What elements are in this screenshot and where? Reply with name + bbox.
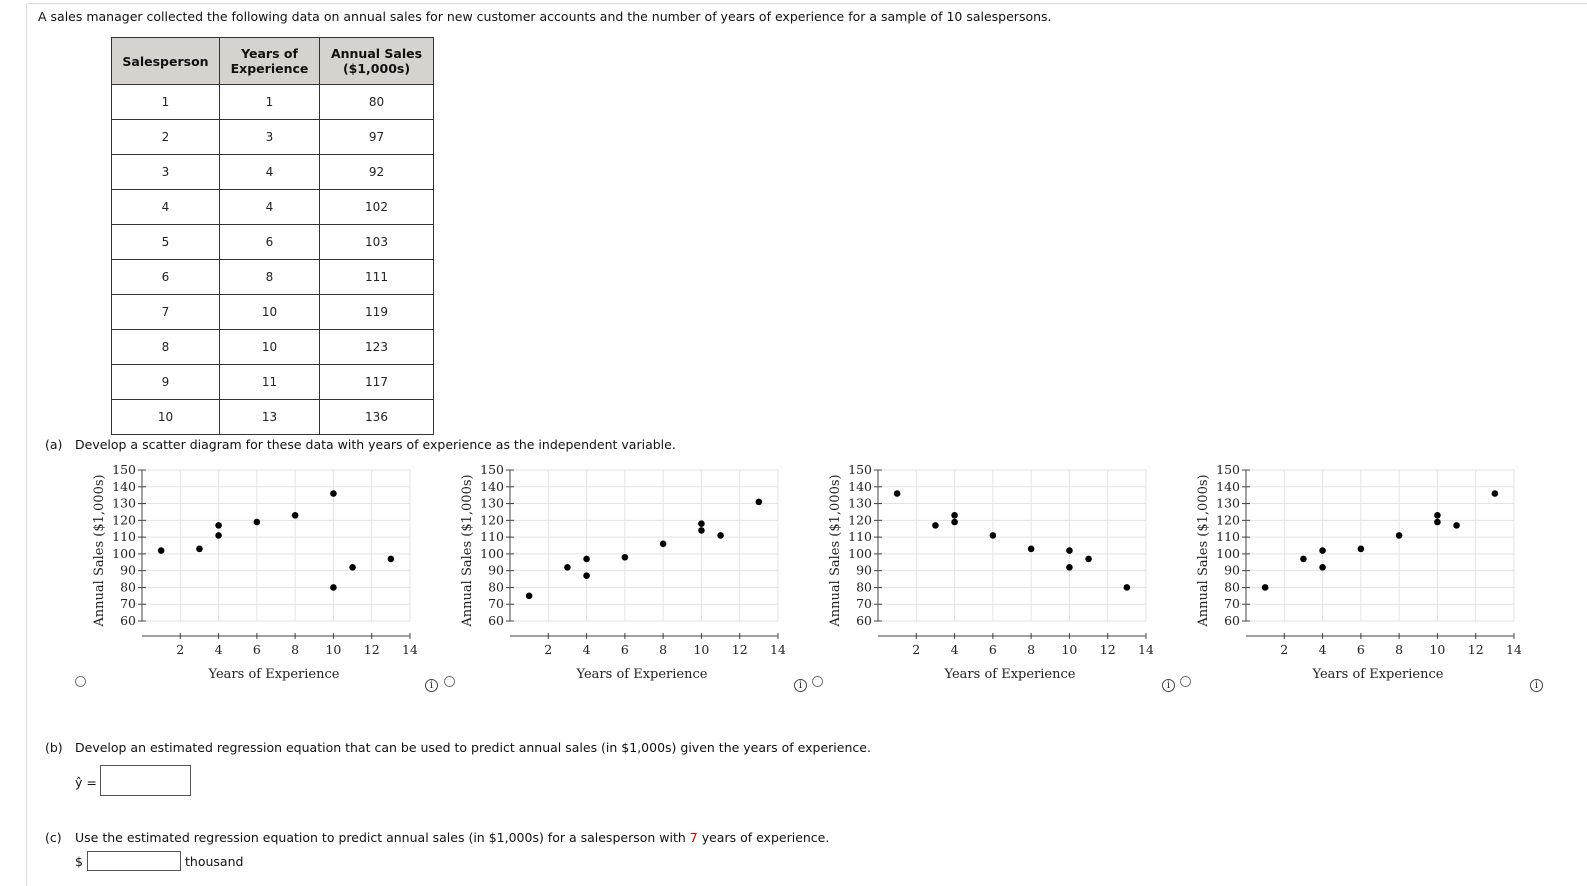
data-point (215, 532, 222, 539)
x-tick-label: 6 (620, 642, 629, 657)
x-tick-label: 6 (988, 642, 997, 657)
data-point (330, 490, 337, 497)
y-tick-label: 130 (1216, 495, 1240, 511)
data-point (1124, 584, 1131, 591)
data-point (622, 554, 629, 561)
y-tick-label: 150 (112, 462, 136, 477)
top-divider (28, 3, 1587, 4)
table-row (112, 365, 434, 400)
cell-years: 11 (220, 365, 320, 400)
option-4-radio[interactable] (1180, 676, 1191, 687)
x-tick-label: 10 (1061, 642, 1078, 657)
cell-salesperson: 1 (112, 85, 220, 120)
cell-sales: 92 (320, 155, 434, 190)
data-point (1066, 564, 1073, 571)
scatter-option-2 (456, 462, 796, 682)
x-tick-label: 8 (291, 642, 300, 657)
y-tick-label: 90 (856, 562, 872, 578)
y-tick-label: 130 (848, 495, 872, 511)
y-tick-label: 130 (112, 495, 136, 511)
x-tick-label: 2 (544, 642, 553, 657)
y-tick-label: 100 (480, 545, 504, 561)
data-point (1262, 584, 1269, 591)
data-point (215, 522, 222, 529)
cell-salesperson: 6 (112, 260, 220, 295)
cell-sales: 102 (320, 190, 434, 225)
cell-years: 4 (220, 155, 320, 190)
cell-salesperson: 7 (112, 295, 220, 330)
part-c-label: (c) (45, 830, 62, 845)
cell-sales: 80 (320, 85, 434, 120)
table-row (112, 330, 434, 365)
cell-years: 6 (220, 225, 320, 260)
y-tick-label: 80 (1224, 579, 1240, 595)
y-axis-label: Annual Sales ($1,000s) (828, 474, 843, 627)
y-tick-label: 150 (848, 462, 872, 477)
x-axis-label: Years of Experience (944, 667, 1076, 682)
data-point (388, 556, 395, 563)
table-header-row (112, 38, 434, 85)
data-point (158, 547, 165, 554)
data-point (330, 584, 337, 591)
x-tick-label: 4 (214, 642, 223, 657)
option-2-info-icon[interactable]: i (794, 679, 807, 692)
cell-years: 3 (220, 120, 320, 155)
data-point (1319, 564, 1326, 571)
data-point (1028, 546, 1035, 553)
x-axis-label: Years of Experience (208, 667, 340, 682)
data-point (583, 556, 590, 563)
y-tick-label: 80 (120, 579, 136, 595)
data-point (254, 519, 261, 526)
y-tick-label: 110 (480, 529, 504, 545)
part-b-text: Develop an estimated regression equation that can be used to predict annual sales (in $1,000s) given the years of experience. (75, 740, 871, 755)
y-tick-label: 100 (848, 545, 872, 561)
table-row (112, 85, 434, 120)
y-tick-label: 70 (120, 596, 136, 612)
y-tick-label: 140 (848, 478, 872, 494)
y-tick-label: 80 (856, 579, 872, 595)
data-point (1319, 547, 1326, 554)
table-row (112, 155, 434, 190)
cell-salesperson: 3 (112, 155, 220, 190)
table-row (112, 190, 434, 225)
x-axis-label: Years of Experience (576, 667, 708, 682)
y-tick-label: 70 (1224, 596, 1240, 612)
data-point (1396, 532, 1403, 539)
cell-sales: 97 (320, 120, 434, 155)
x-tick-label: 4 (950, 642, 959, 657)
part-a-text: Develop a scatter diagram for these data with years of experience as the independent variable. (75, 437, 676, 452)
y-tick-label: 120 (112, 512, 136, 528)
table-row (112, 225, 434, 260)
part-c-text-after: years of experience. (697, 830, 830, 845)
y-tick-label: 100 (1216, 545, 1240, 561)
data-point (990, 532, 997, 539)
part-a-prompt (45, 437, 676, 452)
data-point (1066, 547, 1073, 554)
x-tick-label: 10 (325, 642, 342, 657)
predicted-sales-input[interactable] (87, 851, 181, 871)
data-point (951, 519, 958, 526)
y-tick-label: 110 (1216, 529, 1240, 545)
regression-equation-input[interactable] (100, 765, 191, 796)
cell-years: 10 (220, 330, 320, 365)
x-tick-label: 12 (1099, 642, 1116, 657)
data-point (660, 541, 667, 548)
problem-intro: A sales manager collected the following data on annual sales for new customer accounts and the number of years of experience for a sample of 10 salespersons. (38, 9, 1052, 24)
yhat-label: ŷ = (75, 775, 97, 790)
y-tick-label: 150 (480, 462, 504, 477)
data-point (1300, 556, 1307, 563)
header-years-experience (220, 38, 320, 85)
data-point (1434, 519, 1441, 526)
x-tick-label: 8 (659, 642, 668, 657)
y-tick-label: 80 (488, 579, 504, 595)
cell-salesperson: 5 (112, 225, 220, 260)
x-tick-label: 10 (1429, 642, 1446, 657)
data-point (1453, 522, 1460, 529)
y-tick-label: 140 (1216, 478, 1240, 494)
x-tick-label: 4 (582, 642, 591, 657)
y-tick-label: 120 (1216, 512, 1240, 528)
x-tick-label: 14 (402, 642, 418, 657)
part-a-label: (a) (45, 437, 63, 452)
data-point (932, 522, 939, 529)
part-c-prompt (45, 830, 829, 845)
cell-sales: 123 (320, 330, 434, 365)
cell-salesperson: 9 (112, 365, 220, 400)
y-tick-label: 60 (120, 613, 136, 628)
scatter-option-3 (824, 462, 1164, 682)
data-point (1434, 512, 1441, 519)
data-point (196, 546, 203, 553)
option-1-radio[interactable] (75, 676, 86, 687)
x-tick-label: 2 (912, 642, 921, 657)
cell-years: 4 (220, 190, 320, 225)
cell-salesperson: 4 (112, 190, 220, 225)
y-axis-label: Annual Sales ($1,000s) (1196, 474, 1211, 627)
x-tick-label: 8 (1395, 642, 1404, 657)
y-tick-label: 60 (856, 613, 872, 628)
x-axis-label: Years of Experience (1312, 667, 1444, 682)
header-years-line1: Years of (241, 46, 298, 61)
y-tick-label: 90 (120, 562, 136, 578)
cell-salesperson: 10 (112, 400, 220, 435)
dollar-sign: $ (75, 854, 83, 869)
option-3-info-icon[interactable]: i (1162, 679, 1175, 692)
cell-salesperson: 8 (112, 330, 220, 365)
data-point (756, 499, 763, 506)
cell-years: 10 (220, 295, 320, 330)
header-salesperson: Salesperson (112, 38, 220, 85)
thousand-unit-label: thousand (185, 854, 244, 869)
x-tick-label: 14 (1506, 642, 1522, 657)
data-point (1358, 546, 1365, 553)
scatter-option-1 (88, 462, 428, 682)
y-tick-label: 110 (848, 529, 872, 545)
y-tick-label: 90 (1224, 562, 1240, 578)
cell-years: 13 (220, 400, 320, 435)
y-axis-label: Annual Sales ($1,000s) (92, 474, 107, 627)
x-tick-label: 6 (1356, 642, 1365, 657)
y-tick-label: 60 (488, 613, 504, 628)
x-tick-label: 6 (252, 642, 261, 657)
y-tick-label: 150 (1216, 462, 1240, 477)
y-tick-label: 120 (848, 512, 872, 528)
table-row (112, 295, 434, 330)
data-point (583, 572, 590, 579)
data-point (1085, 556, 1092, 563)
y-tick-label: 140 (112, 478, 136, 494)
y-axis-label: Annual Sales ($1,000s) (460, 474, 475, 627)
cell-sales: 117 (320, 365, 434, 400)
x-tick-label: 14 (770, 642, 786, 657)
y-tick-label: 90 (488, 562, 504, 578)
scatter-option-4 (1192, 462, 1532, 682)
option-2-radio[interactable] (444, 676, 455, 687)
x-tick-label: 2 (176, 642, 185, 657)
header-sales-line1: Annual Sales (330, 46, 423, 61)
cell-years: 1 (220, 85, 320, 120)
y-tick-label: 70 (856, 596, 872, 612)
cell-years: 8 (220, 260, 320, 295)
option-1-info-icon[interactable]: i (425, 679, 438, 692)
x-tick-label: 8 (1027, 642, 1036, 657)
part-c-years-value: 7 (689, 830, 698, 845)
cell-salesperson: 2 (112, 120, 220, 155)
cell-sales: 103 (320, 225, 434, 260)
cell-sales: 111 (320, 260, 434, 295)
data-point (698, 527, 705, 534)
x-tick-label: 14 (1138, 642, 1154, 657)
y-tick-label: 70 (488, 596, 504, 612)
cell-sales: 136 (320, 400, 434, 435)
part-b-label: (b) (45, 740, 63, 755)
header-years-line2: Experience (230, 61, 309, 76)
data-point (292, 512, 299, 519)
table-row (112, 260, 434, 295)
x-tick-label: 12 (1467, 642, 1484, 657)
cell-sales: 119 (320, 295, 434, 330)
table-row (112, 120, 434, 155)
data-point (526, 593, 533, 600)
option-4-info-icon[interactable]: i (1530, 679, 1543, 692)
x-tick-label: 10 (693, 642, 710, 657)
x-tick-label: 12 (363, 642, 380, 657)
x-tick-label: 12 (731, 642, 748, 657)
part-b-prompt (45, 740, 871, 755)
y-tick-label: 130 (480, 495, 504, 511)
y-tick-label: 60 (1224, 613, 1240, 628)
table-row (112, 400, 434, 435)
x-tick-label: 2 (1280, 642, 1289, 657)
left-divider (26, 3, 27, 886)
data-table (111, 37, 434, 435)
y-tick-label: 110 (112, 529, 136, 545)
data-point (717, 532, 724, 539)
y-tick-label: 140 (480, 478, 504, 494)
header-annual-sales (320, 38, 434, 85)
header-sales-line2: ($1,000s) (342, 61, 411, 76)
data-point (349, 564, 356, 571)
data-point (1492, 490, 1499, 497)
data-point (564, 564, 571, 571)
x-tick-label: 4 (1318, 642, 1327, 657)
data-point (951, 512, 958, 519)
data-point (894, 490, 901, 497)
data-point (698, 520, 705, 527)
y-tick-label: 100 (112, 545, 136, 561)
option-3-radio[interactable] (812, 676, 823, 687)
y-tick-label: 120 (480, 512, 504, 528)
part-c-text-before: Use the estimated regression equation to predict annual sales (in $1,000s) for a salesperson with (75, 830, 690, 845)
